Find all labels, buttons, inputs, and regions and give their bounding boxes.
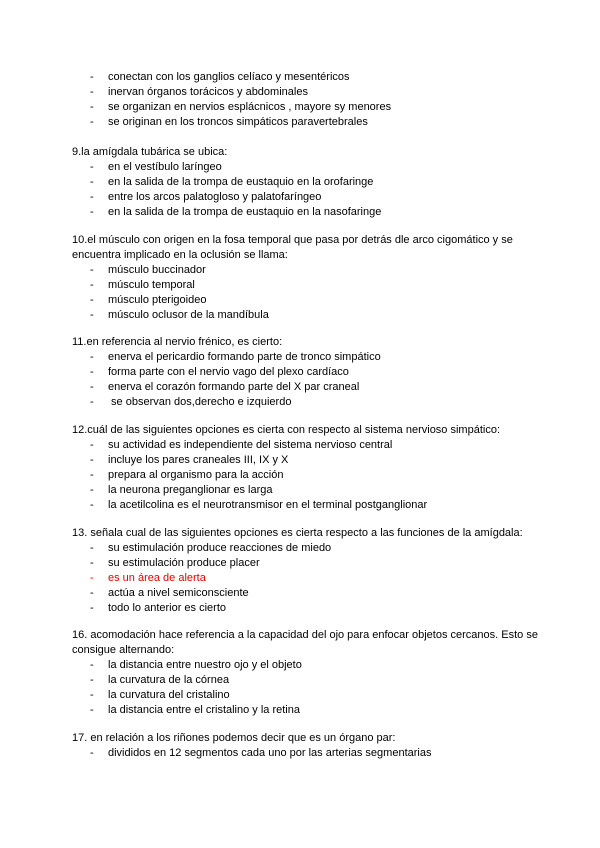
- question-block-12: [72, 423, 542, 513]
- option-item: [72, 658, 542, 673]
- option-item: [72, 278, 542, 293]
- bullet-dash: -: [90, 704, 94, 716]
- options-list: [72, 438, 542, 513]
- question-text: 9.la amígdala tubárica se ubica:: [72, 146, 228, 158]
- bullet-dash: -: [90, 747, 94, 759]
- option-item: [72, 380, 542, 395]
- bullet-dash: -: [90, 176, 94, 188]
- option-text: incluye los pares craneales III, IX y X: [108, 454, 289, 466]
- option-item: [72, 438, 542, 453]
- option-item: [72, 293, 542, 308]
- bullet-dash: -: [90, 439, 94, 451]
- options-list: [72, 263, 542, 323]
- options-list: [72, 70, 542, 130]
- option-item: [72, 703, 542, 718]
- bullet-dash: -: [90, 469, 94, 481]
- option-text: músculo pterigoideo: [108, 294, 207, 306]
- option-item: [72, 746, 542, 761]
- bullet-dash: -: [90, 309, 94, 321]
- option-item: [72, 601, 542, 616]
- option-item: [72, 453, 542, 468]
- question-block-9: [72, 145, 542, 220]
- bullet-dash: -: [90, 689, 94, 701]
- question-block-continuation: [72, 70, 542, 130]
- bullet-dash: -: [90, 366, 94, 378]
- bullet-dash: -: [90, 674, 94, 686]
- option-item: [72, 350, 542, 365]
- option-text: inervan órganos torácicos y abdominales: [108, 86, 308, 98]
- option-item: [72, 483, 542, 498]
- options-list: [72, 350, 542, 410]
- option-text: prepara al organismo para la acción: [108, 469, 284, 481]
- options-list: [72, 746, 542, 761]
- bullet-dash: -: [90, 116, 94, 128]
- option-text: su estimulación produce reacciones de miedo: [108, 542, 332, 554]
- option-text: su actividad es independiente del sistema nervioso central: [108, 439, 393, 451]
- option-text: actúa a nivel semiconsciente: [108, 587, 249, 599]
- bullet-dash: -: [90, 294, 94, 306]
- question-text: 17. en relación a los riñones podemos decir que es un órgano par:: [72, 732, 396, 744]
- option-item: [72, 395, 542, 410]
- option-item: [72, 100, 542, 115]
- option-text: la distancia entre el cristalino y la retina: [108, 704, 300, 716]
- option-item: [72, 688, 542, 703]
- option-text-highlighted: es un área de alerta: [108, 572, 206, 584]
- option-item: [72, 115, 542, 130]
- bullet-dash: -: [90, 587, 94, 599]
- option-item: [72, 586, 542, 601]
- question-text: 16. acomodación hace referencia a la capacidad del ojo para enfocar objetos cercanos. Esto se consigue alternando:: [72, 629, 538, 656]
- option-item: [72, 468, 542, 483]
- bullet-dash: -: [90, 396, 94, 408]
- bullet-dash: -: [90, 454, 94, 466]
- option-text: la distancia entre nuestro ojo y el objeto: [108, 659, 302, 671]
- option-text: forma parte con el nervio vago del plexo cardíaco: [108, 366, 349, 378]
- question-text: 12.cuál de las siguientes opciones es cierta con respecto al sistema nervioso simpático:: [72, 424, 501, 436]
- option-text: enerva el pericardio formando parte de tronco simpático: [108, 351, 381, 363]
- option-item-highlighted: [72, 571, 542, 586]
- question-block-11: [72, 335, 542, 410]
- question-text: 11.en referencia al nervio frénico, es cierto:: [72, 336, 283, 348]
- bullet-dash: -: [90, 557, 94, 569]
- bullet-dash: -: [90, 602, 94, 614]
- option-item: [72, 190, 542, 205]
- bullet-dash: -: [90, 499, 94, 511]
- option-text: músculo buccinador: [108, 264, 206, 276]
- option-text: en la salida de la trompa de eustaquio en la orofaringe: [108, 176, 374, 188]
- option-text: su estimulación produce placer: [108, 557, 260, 569]
- option-text: todo lo anterior es cierto: [108, 602, 227, 614]
- bullet-dash: -: [90, 351, 94, 363]
- option-item: [72, 308, 542, 323]
- option-item: [72, 365, 542, 380]
- question-text: 13. señala cual de las siguientes opciones es cierta respecto a las funciones de la amígdala:: [72, 527, 523, 539]
- option-text: entre los arcos palatogloso y palatofaríngeo: [108, 191, 322, 203]
- options-list: [72, 541, 542, 616]
- option-text: en la salida de la trompa de eustaquio en la nasofaringe: [108, 206, 382, 218]
- option-text: músculo oclusor de la mandíbula: [108, 309, 269, 321]
- bullet-dash: -: [90, 264, 94, 276]
- option-item: [72, 85, 542, 100]
- option-item: [72, 205, 542, 220]
- option-text: en el vestíbulo laríngeo: [108, 161, 222, 173]
- option-item: [72, 175, 542, 190]
- option-text: se observan dos,derecho e izquierdo: [108, 396, 292, 408]
- options-list: [72, 160, 542, 220]
- question-block-10: [72, 233, 542, 323]
- option-text: se organizan en nervios esplácnicos , mayore sy menores: [108, 101, 392, 113]
- question-text: 10.el músculo con origen en la fosa temporal que pasa por detrás dle arco cigomático y se encuentra implicado en la oclusión se llama:: [72, 234, 513, 261]
- bullet-dash: -: [90, 542, 94, 554]
- option-text: divididos en 12 segmentos cada uno por las arterias segmentarias: [108, 747, 432, 759]
- option-item: [72, 673, 542, 688]
- option-item: [72, 160, 542, 175]
- bullet-dash: -: [90, 86, 94, 98]
- option-item: [72, 263, 542, 278]
- bullet-dash: -: [90, 161, 94, 173]
- option-text: se originan en los troncos simpáticos paravertebrales: [108, 116, 368, 128]
- option-text: músculo temporal: [108, 279, 195, 291]
- question-block-17: [72, 731, 542, 761]
- option-item: [72, 498, 542, 513]
- option-text: la neurona preganglionar es larga: [108, 484, 273, 496]
- question-block-16: [72, 628, 542, 718]
- option-text: la curvatura del cristalino: [108, 689, 230, 701]
- option-text: conectan con los ganglios celíaco y mesentéricos: [108, 71, 350, 83]
- options-list: [72, 658, 542, 718]
- question-block-13: [72, 526, 542, 616]
- bullet-dash: -: [90, 279, 94, 291]
- bullet-dash: -: [90, 484, 94, 496]
- option-text: enerva el corazón formando parte del X par craneal: [108, 381, 360, 393]
- bullet-dash: -: [90, 381, 94, 393]
- option-item: [72, 541, 542, 556]
- bullet-dash: -: [90, 191, 94, 203]
- option-text: la curvatura de la córnea: [108, 674, 230, 686]
- option-item: [72, 556, 542, 571]
- option-text: la acetilcolina es el neurotransmisor en el terminal postganglionar: [108, 499, 428, 511]
- bullet-dash: -: [90, 206, 94, 218]
- bullet-dash: -: [90, 101, 94, 113]
- option-item: [72, 70, 542, 85]
- bullet-dash: -: [90, 572, 94, 584]
- bullet-dash: -: [90, 71, 94, 83]
- bullet-dash: -: [90, 659, 94, 671]
